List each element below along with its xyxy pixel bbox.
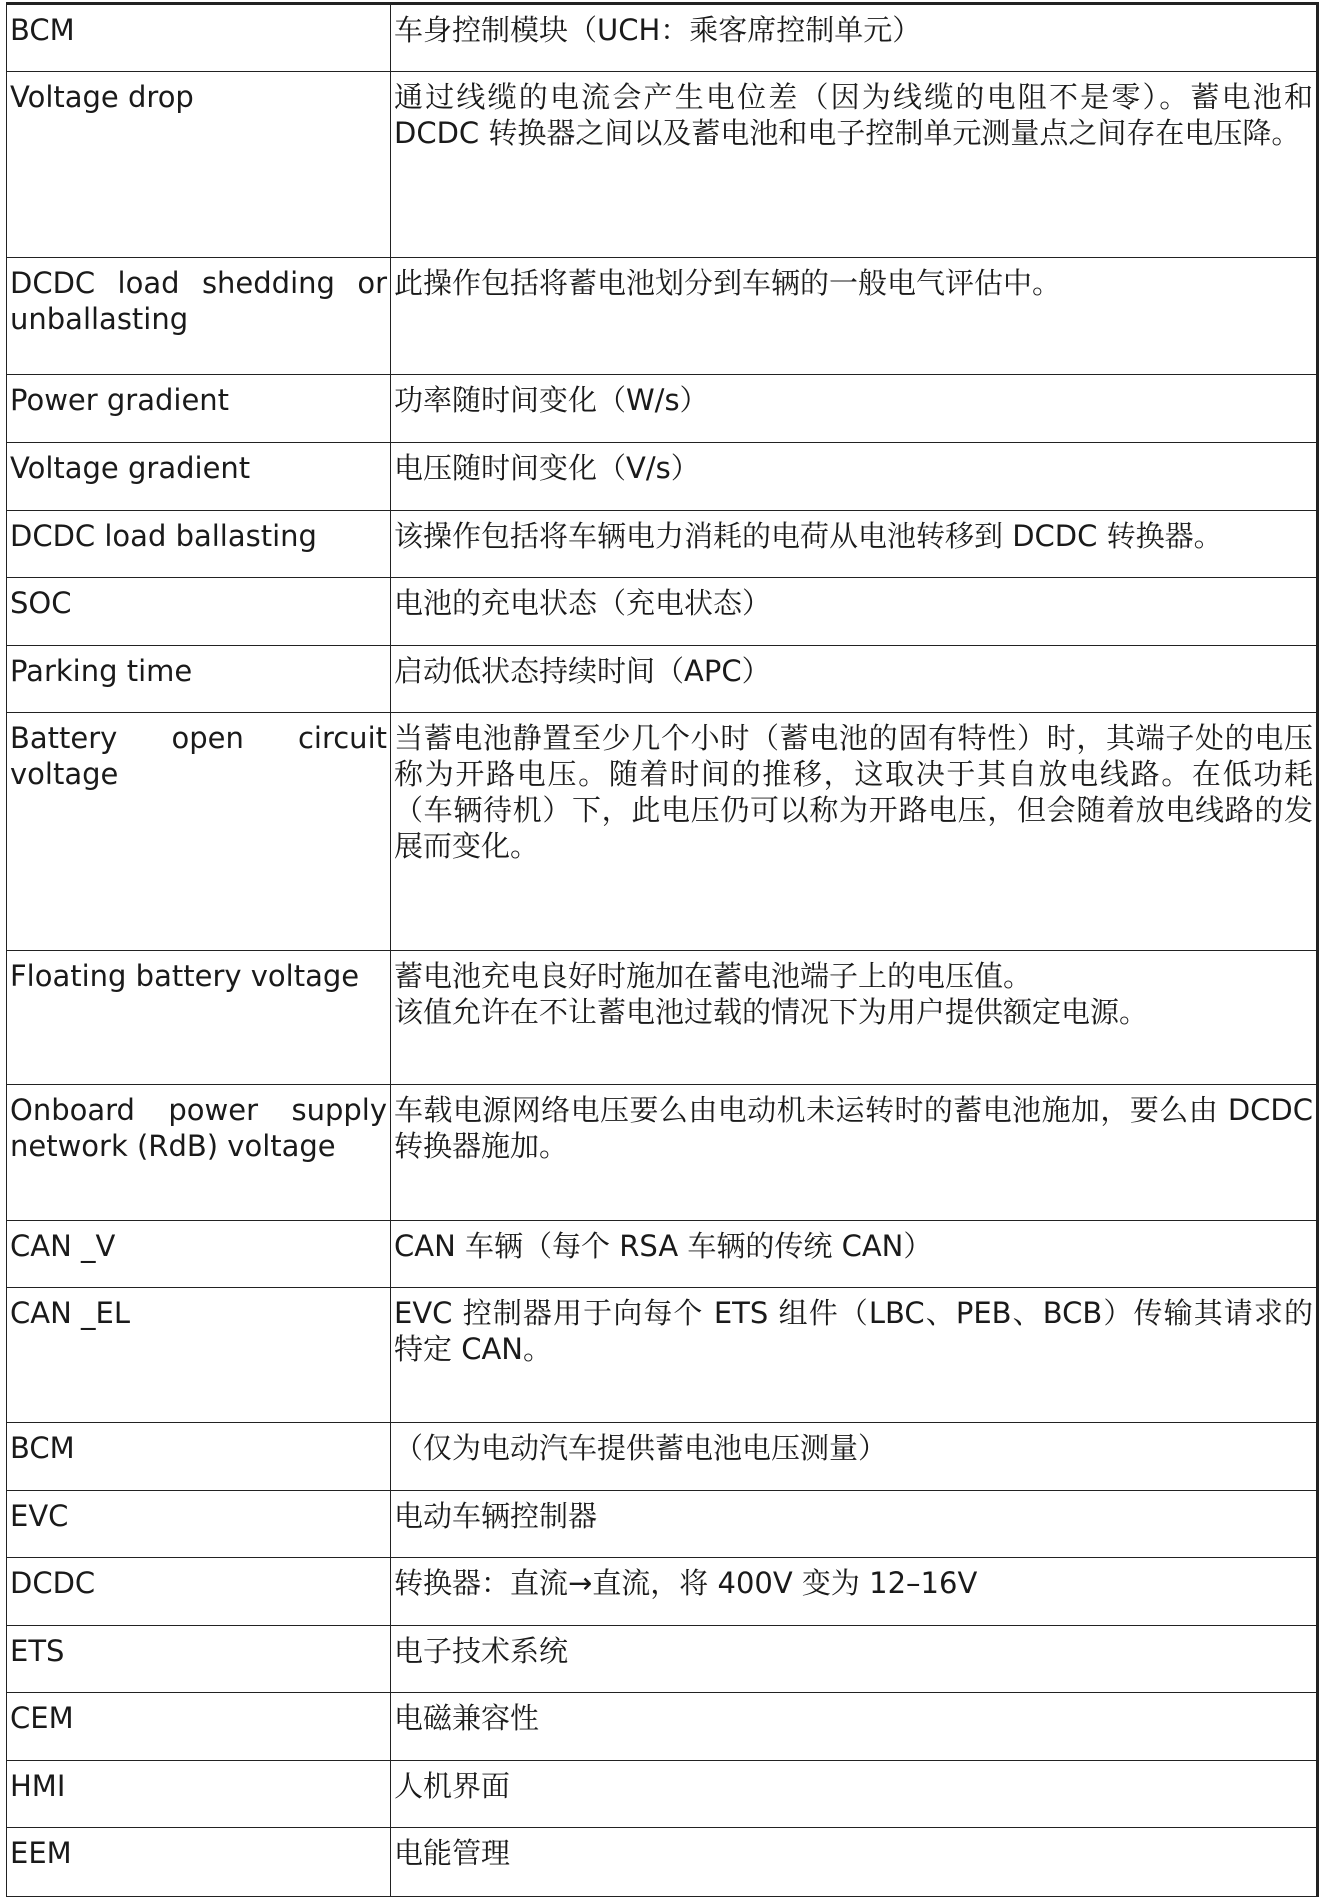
table-row xyxy=(7,1693,1318,1761)
definition-line: 人机界面 xyxy=(394,1769,511,1803)
table-row xyxy=(7,72,1318,258)
term-cell: DCDC load ballasting xyxy=(7,511,391,578)
term-cell: CAN _V xyxy=(7,1221,391,1288)
definition-cell xyxy=(391,1558,1318,1626)
table-row xyxy=(7,1626,1318,1693)
definition-cell xyxy=(391,1761,1318,1828)
term-cell: Power gradient xyxy=(7,375,391,443)
definition-cell xyxy=(391,511,1318,578)
term-cell: Onboard power supply network (RdB) voltage xyxy=(7,1085,391,1221)
term-cell: SOC xyxy=(7,578,391,646)
table-row xyxy=(7,646,1318,713)
term-cell: DCDC xyxy=(7,1558,391,1626)
definition-line: 蓄电池充电良好时施加在蓄电池端子上的电压值。 xyxy=(394,959,1033,993)
definition-line: 转换器：直流→直流，将 400V 变为 12–16V xyxy=(394,1566,978,1600)
table-row xyxy=(7,713,1318,951)
definition-cell xyxy=(391,1693,1318,1761)
table-row xyxy=(7,1423,1318,1491)
definition-line: （仅为电动汽车提供蓄电池电压测量） xyxy=(394,1431,888,1465)
term-cell: BCM xyxy=(7,4,391,72)
definition-line: 通过线缆的电流会产生电位差（因为线缆的电阻不是零）。蓄电池和 DCDC 转换器之间以及蓄电池和电子控制单元测量点之间存在电压降。 xyxy=(394,80,1313,150)
definition-cell xyxy=(391,1288,1318,1423)
definition-line: EVC 控制器用于向每个 ETS 组件（LBC、PEB、BCB）传输其请求的特定 CAN。 xyxy=(394,1296,1313,1366)
definition-cell xyxy=(391,578,1318,646)
term-cell: Voltage gradient xyxy=(7,443,391,511)
definition-line: 此操作包括将蓄电池划分到车辆的一般电气评估中。 xyxy=(394,266,1062,300)
table-row xyxy=(7,443,1318,511)
definition-cell xyxy=(391,443,1318,511)
definition-line: 电子技术系统 xyxy=(394,1634,569,1668)
term-cell: ETS xyxy=(7,1626,391,1693)
term-cell: HMI xyxy=(7,1761,391,1828)
definition-cell xyxy=(391,1085,1318,1221)
definition-cell xyxy=(391,1626,1318,1693)
definition-line: 电池的充电状态（充电状态） xyxy=(394,586,772,620)
table-row xyxy=(7,1491,1318,1558)
definition-cell xyxy=(391,1423,1318,1491)
term-cell: BCM xyxy=(7,1423,391,1491)
table-row xyxy=(7,1085,1318,1221)
definition-line: CAN 车辆（每个 RSA 车辆的传统 CAN） xyxy=(394,1229,933,1263)
table-row xyxy=(7,1558,1318,1626)
term-cell: Voltage drop xyxy=(7,72,391,258)
definition-line: 电磁兼容性 xyxy=(394,1701,540,1735)
term-cell: Battery open circuit voltage xyxy=(7,713,391,951)
definition-cell xyxy=(391,4,1318,72)
definition-line: 该操作包括将车辆电力消耗的电荷从电池转移到 DCDC 转换器。 xyxy=(394,519,1223,553)
table-row xyxy=(7,1761,1318,1828)
definition-cell xyxy=(391,713,1318,951)
definition-line: 电能管理 xyxy=(394,1836,511,1870)
term-cell: Parking time xyxy=(7,646,391,713)
definition-line: 电压随时间变化（V/s） xyxy=(394,451,700,485)
definition-line: 车载电源网络电压要么由电动机未运转时的蓄电池施加，要么由 DCDC 转换器施加。 xyxy=(394,1093,1313,1163)
definition-cell xyxy=(391,375,1318,443)
term-cell: Floating battery voltage xyxy=(7,951,391,1085)
term-cell: CEM xyxy=(7,1693,391,1761)
table-row xyxy=(7,258,1318,375)
definition-cell xyxy=(391,258,1318,375)
table-row xyxy=(7,1828,1318,1897)
definition-cell xyxy=(391,1221,1318,1288)
definition-cell xyxy=(391,951,1318,1085)
definition-cell xyxy=(391,72,1318,258)
definition-line: 当蓄电池静置至少几个小时（蓄电池的固有特性）时，其端子处的电压称为开路电压。随着时间的推移，这取决于其自放电线路。在低功耗（车辆待机）下，此电压仍可以称为开路电压，但会随着放电线路的发展而变化。 xyxy=(394,721,1313,863)
table-row xyxy=(7,375,1318,443)
table-row xyxy=(7,1221,1318,1288)
definition-line: 启动低状态持续时间（APC） xyxy=(394,654,771,688)
definition-cell xyxy=(391,646,1318,713)
term-cell: EEM xyxy=(7,1828,391,1897)
term-cell: EVC xyxy=(7,1491,391,1558)
table-row xyxy=(7,578,1318,646)
term-cell: DCDC load shedding or unballasting xyxy=(7,258,391,375)
term-cell: CAN _EL xyxy=(7,1288,391,1423)
table-row xyxy=(7,1288,1318,1423)
definition-cell xyxy=(391,1491,1318,1558)
table-row xyxy=(7,511,1318,578)
glossary-table xyxy=(6,2,1319,1897)
table-row xyxy=(7,4,1318,72)
definition-line: 功率随时间变化（W/s） xyxy=(394,383,709,417)
definition-line: 车身控制模块（UCH：乘客席控制单元） xyxy=(394,13,922,47)
definition-line: 该值允许在不让蓄电池过载的情况下为用户提供额定电源。 xyxy=(394,995,1149,1029)
definition-cell xyxy=(391,1828,1318,1897)
table-row xyxy=(7,951,1318,1085)
definition-line: 电动车辆控制器 xyxy=(394,1499,598,1533)
